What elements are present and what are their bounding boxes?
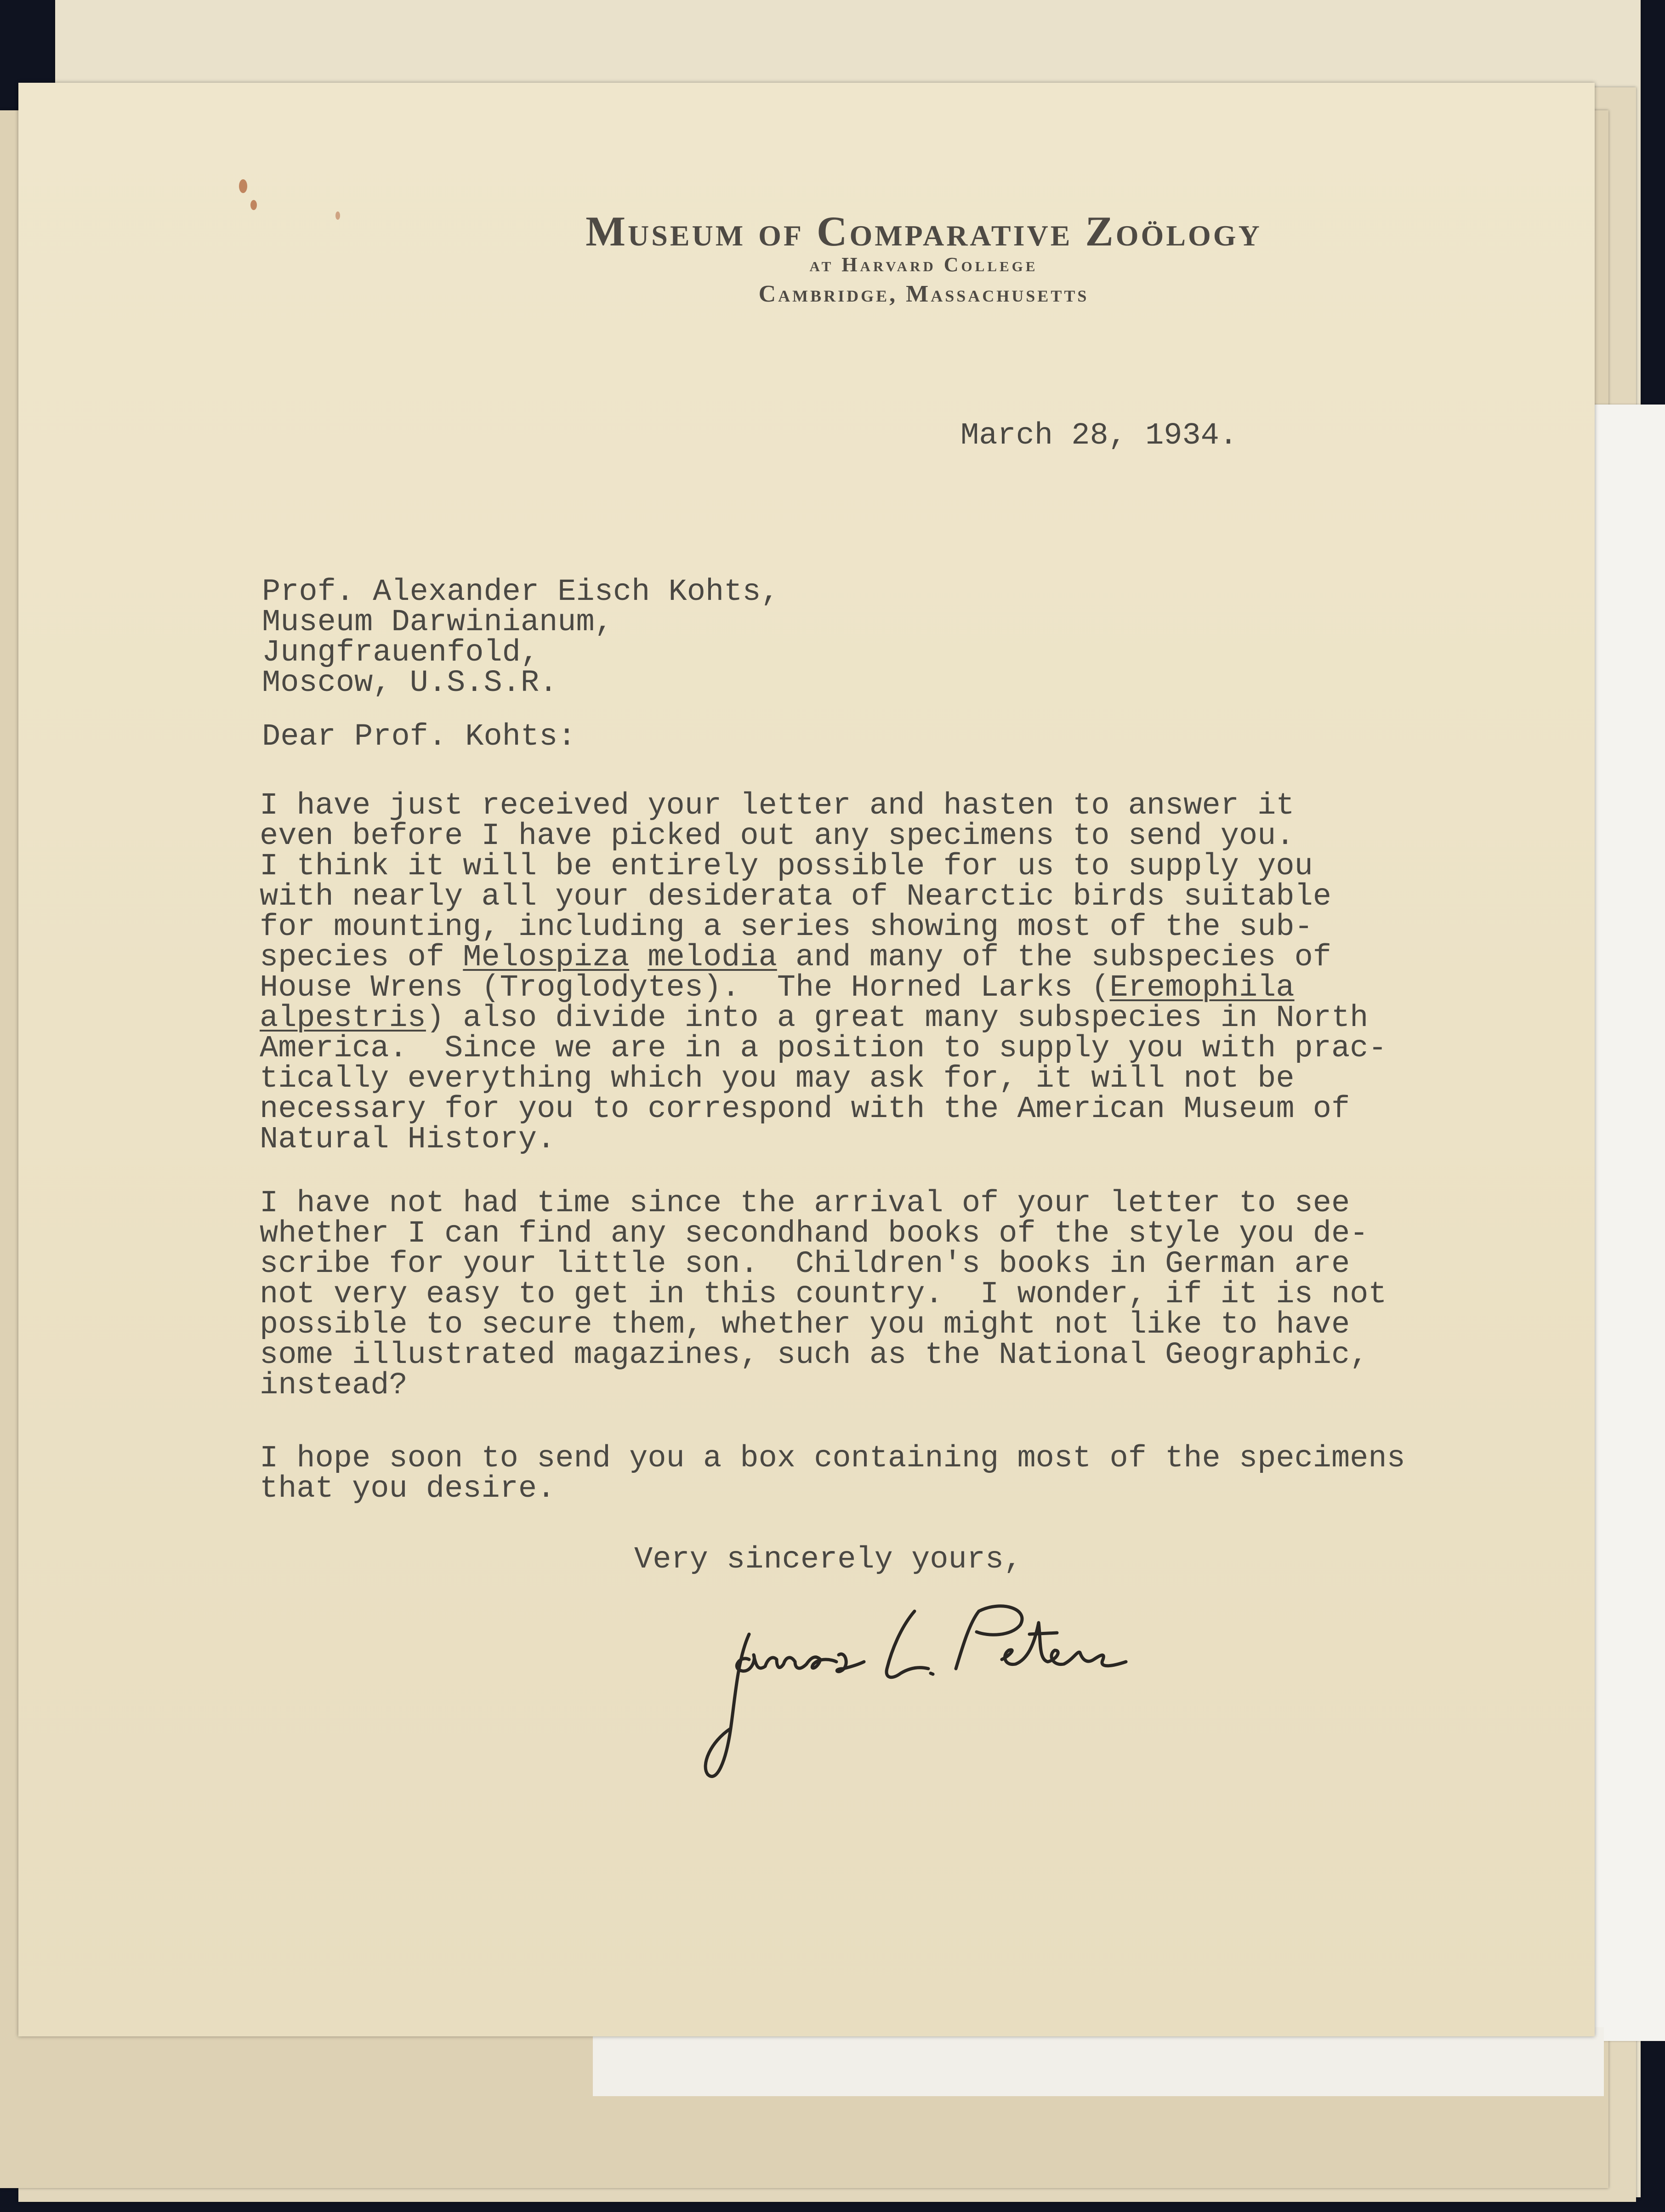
text-line: necessary for you to correspond with the American Museum of	[260, 1092, 1350, 1127]
paragraph-2	[260, 1188, 1387, 1401]
underlined-genus: Eremophila	[1109, 970, 1295, 1005]
paragraph-1	[260, 788, 1387, 1157]
white-backing-sheet-bottom	[593, 2027, 1604, 2096]
letterhead-subtitle: at Harvard College	[809, 253, 1038, 276]
text-line: not very easy to get in this country. I wonder, if it is not	[260, 1277, 1387, 1312]
text-fragment: ) also divide into a great many subspecies in North	[426, 1001, 1369, 1036]
underlined-species: melodia	[648, 940, 777, 975]
underlined-species: alpestris	[260, 1001, 426, 1036]
text-line: for mounting, including a series showing most of the sub-	[260, 910, 1313, 945]
text-line: possible to secure them, whether you might not like to have	[260, 1307, 1350, 1342]
letterhead-name: Museum of Comparative Zoölogy	[585, 208, 1262, 255]
text-fragment: and many of the subspecies of	[777, 940, 1332, 975]
letter-page	[18, 83, 1595, 2036]
text-fragment: species of	[260, 940, 463, 975]
text-line: scribe for your little son. Children's books in German are	[260, 1247, 1350, 1282]
text-line: that you desire.	[260, 1471, 556, 1506]
paragraph-3	[260, 1443, 1405, 1504]
text-line: I think it will be entirely possible for us to supply you	[260, 849, 1313, 884]
text-line: whether I can find any secondhand books of the style you de-	[260, 1216, 1369, 1251]
text-fragment: House Wrens (Troglodytes). The Horned Larks (	[260, 970, 1110, 1005]
letterhead-location: Cambridge, Massachusetts	[758, 281, 1089, 307]
text-line: America. Since we are in a position to supply you with prac-	[260, 1031, 1387, 1066]
text-line: even before I have picked out any specimens to send you.	[260, 819, 1295, 854]
text-line: with nearly all your desiderata of Nearctic birds suitable	[260, 879, 1331, 914]
text-line: Natural History.	[260, 1122, 556, 1157]
closing: Very sincerely yours,	[634, 1542, 1023, 1577]
text-line: instead?	[260, 1368, 408, 1403]
text-line: I have not had time since the arrival of your letter to see	[260, 1186, 1350, 1221]
address-line: Prof. Alexander Eisch Kohts,	[262, 575, 779, 610]
text-line: some illustrated magazines, such as the National Geographic,	[260, 1338, 1369, 1373]
salutation: Dear Prof. Kohts:	[262, 719, 576, 754]
address-line: Jungfrauenfold,	[262, 635, 540, 670]
text-line: tically everything which you may ask for, it will not be	[260, 1061, 1295, 1096]
letter-date: March 28, 1934.	[960, 418, 1238, 453]
address-line: Museum Darwinianum,	[262, 605, 613, 640]
underlined-genus: Melospiza	[463, 940, 630, 975]
recipient-address	[262, 575, 779, 701]
text-line: I hope soon to send you a box containing most of the specimens	[260, 1441, 1405, 1476]
text-fragment	[629, 940, 648, 975]
address-line: Moscow, U.S.S.R.	[262, 666, 558, 701]
handwritten-signature	[699, 1591, 1135, 1802]
text-line: I have just received your letter and hasten to answer it	[260, 788, 1295, 823]
punch-hole	[239, 179, 247, 193]
